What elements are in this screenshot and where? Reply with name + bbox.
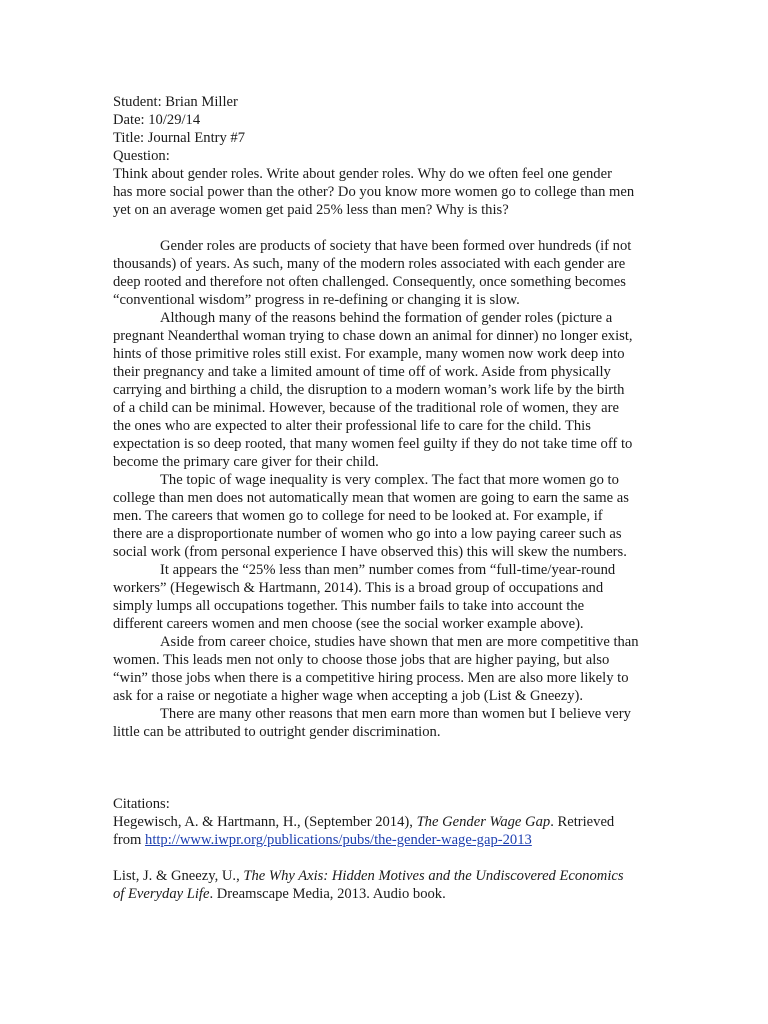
paragraph-line: women. This leads men not only to choose those jobs that are higher paying, but also <box>113 652 610 668</box>
paragraph-line: expectation is so deep rooted, that many women feel guilty if they do not take time off to <box>113 436 633 452</box>
paragraph-line: of a child can be minimal. However, because of the traditional role of women, they are <box>113 400 619 416</box>
citation-1-line-1 <box>113 813 658 831</box>
citation-2-authors: List, J. & Gneezy, U., <box>113 868 244 884</box>
spacer <box>113 849 658 867</box>
question-line: Think about gender roles. Write about gender roles. Why do we often feel one gender <box>113 166 612 182</box>
paragraph-line: workers” (Hegewisch & Hartmann, 2014). This is a broad group of occupations and <box>113 580 604 596</box>
paragraph-line: hints of those primitive roles still exist. For example, many women now work deep into <box>113 346 625 362</box>
paragraph-line: different careers women and men choose (see the social worker example above). <box>113 616 584 632</box>
body-paragraph <box>113 237 658 309</box>
entry-date: Date: 10/29/14 <box>113 112 201 128</box>
body-paragraph <box>113 561 658 633</box>
body-paragraph <box>113 309 658 471</box>
paragraph-line: simply lumps all occupations together. This number fails to take into account the <box>113 598 585 614</box>
body-paragraph <box>113 471 658 561</box>
citation-2-line-1 <box>113 867 658 885</box>
paragraph-line: “conventional wisdom” progress in re-defining or changing it is slow. <box>113 292 520 308</box>
paragraph-line: deep rooted and therefore not often challenged. Consequently, once something becomes <box>113 274 626 290</box>
paragraph-line: the ones who are expected to alter their professional life to care for the child. This <box>113 418 591 434</box>
paragraph-line: Although many of the reasons behind the formation of gender roles (picture a <box>160 310 613 326</box>
paragraph-line: Gender roles are products of society that have been formed over hundreds (if not <box>160 238 632 254</box>
question-text <box>113 165 658 219</box>
citations-section <box>113 795 658 903</box>
citation-1-title: The Gender Wage Gap <box>416 814 551 830</box>
paragraph-line: social work (from personal experience I have observed this) this will skew the numbers. <box>113 544 627 560</box>
paragraph-line: ask for a raise or negotiate a higher wage when accepting a job (List & Gneezy). <box>113 688 584 704</box>
citation-2-title-part-2: of Everyday Life <box>113 886 210 902</box>
journal-document <box>113 93 658 903</box>
citation-2-publisher: . Dreamscape Media, 2013. Audio book. <box>209 886 446 902</box>
spacer <box>113 741 658 795</box>
paragraph-line: little can be attributed to outright gender discrimination. <box>113 724 441 740</box>
paragraph-line: there are a disproportionate number of women who go into a low paying career such as <box>113 526 622 542</box>
question-label: Question: <box>113 148 170 164</box>
citation-2-line-2 <box>113 885 658 903</box>
paragraph-line: It appears the “25% less than men” number comes from “full-time/year-round <box>160 562 616 578</box>
paragraph-line: thousands) of years. As such, many of the modern roles associated with each gender are <box>113 256 626 272</box>
paragraph-line: “win” those jobs when there is a competitive hiring process. Men are also more likely to <box>113 670 629 686</box>
body-paragraph <box>113 705 658 741</box>
paragraph-line: There are many other reasons that men earn more than women but I believe very <box>160 706 631 722</box>
question-line: has more social power than the other? Do you know more women go to college than men <box>113 184 635 200</box>
student-name: Student: Brian Miller <box>113 94 238 110</box>
citations-label: Citations: <box>113 796 170 812</box>
citation-1-from: from <box>113 832 146 848</box>
paragraph-line: Aside from career choice, studies have shown that men are more competitive than <box>160 634 639 650</box>
paragraph-line: become the primary care giver for their child. <box>113 454 379 470</box>
question-line: yet on an average women get paid 25% less than men? Why is this? <box>113 202 509 218</box>
paragraph-line: carrying and birthing a child, the disruption to a modern woman’s work life by the birth <box>113 382 625 398</box>
entry-title: Title: Journal Entry #7 <box>113 130 246 146</box>
paragraph-line: college than men does not automatically mean that women are going to earn the same as <box>113 490 629 506</box>
citation-1-link[interactable]: http://www.iwpr.org/publications/pubs/the-gender-wage-gap-2013 <box>145 832 532 848</box>
citation-1-retrieved: . Retrieved <box>550 814 615 830</box>
citation-2-title-part-1: The Why Axis: Hidden Motives and the Undiscovered Economics <box>243 868 624 884</box>
paragraph-line: their pregnancy and take a limited amount of time off of work. Aside from physically <box>113 364 611 380</box>
body-paragraph <box>113 633 658 705</box>
paragraph-line: The topic of wage inequality is very complex. The fact that more women go to <box>160 472 619 488</box>
citation-1-authors: Hegewisch, A. & Hartmann, H., (September 2014), <box>113 814 417 830</box>
paragraph-line: men. The careers that women go to college for need to be looked at. For example, if <box>113 508 603 524</box>
citation-1-line-2 <box>113 831 658 849</box>
paragraph-line: pregnant Neanderthal woman trying to chase down an animal for dinner) no longer exist, <box>113 328 633 344</box>
spacer <box>113 219 658 237</box>
